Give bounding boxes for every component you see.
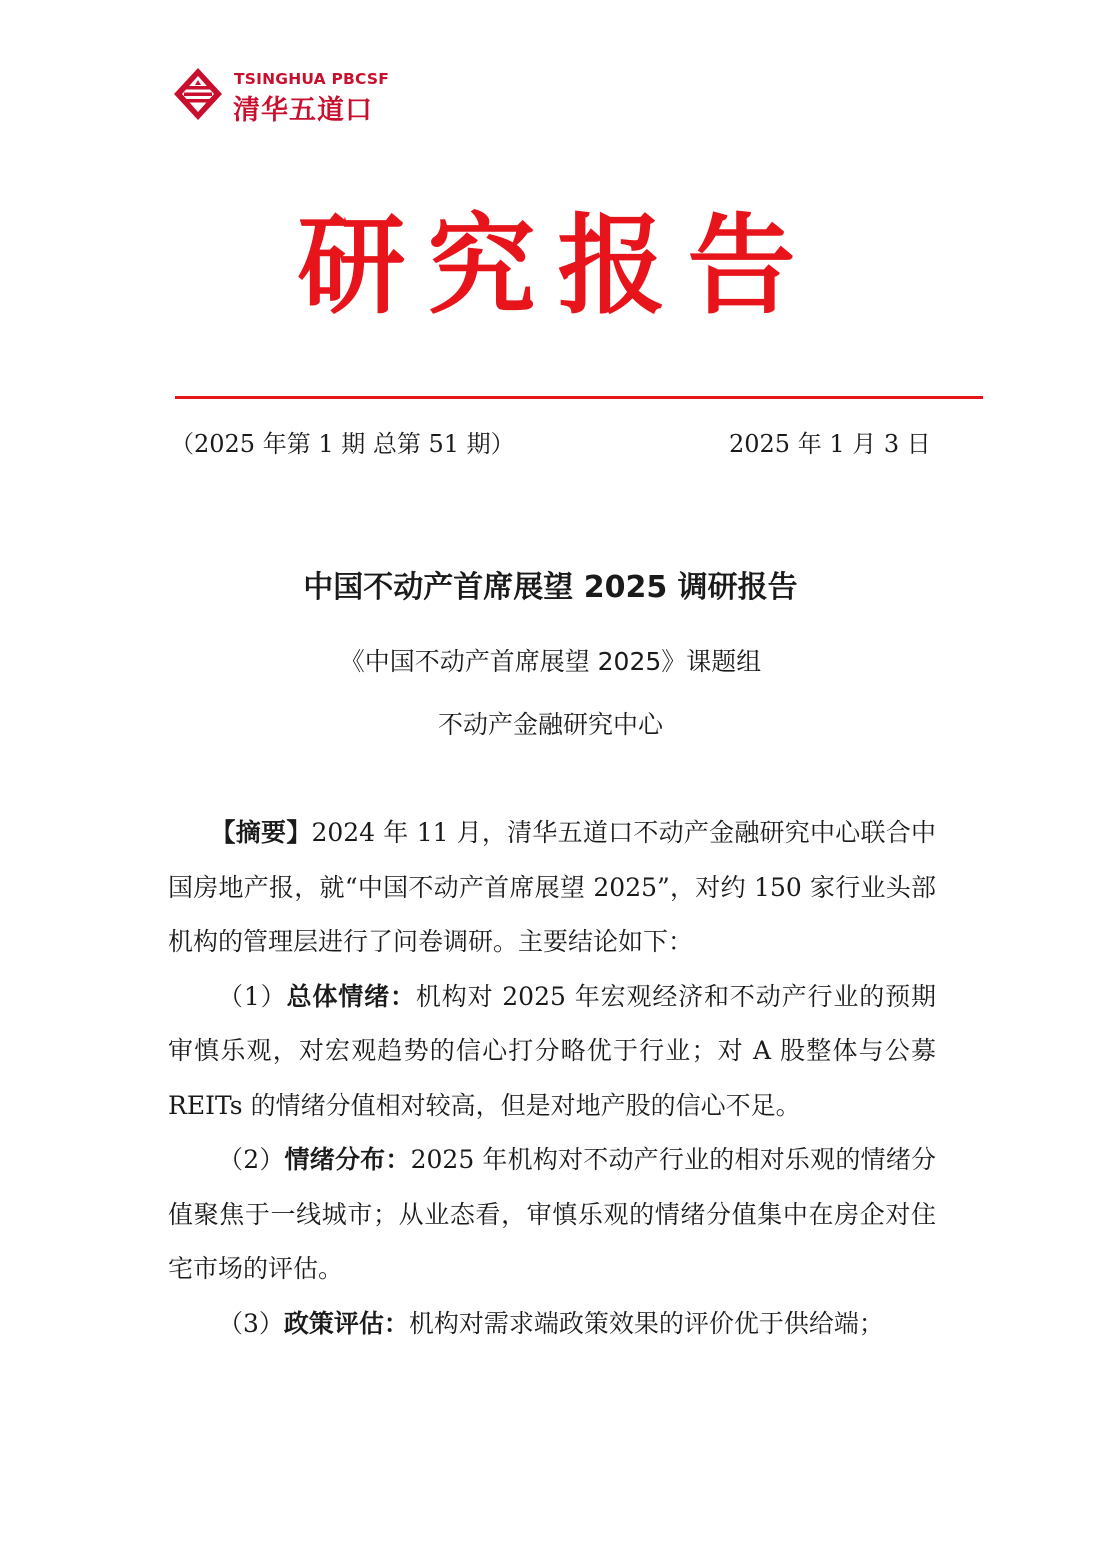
point-label: 总体情绪： [286, 981, 416, 1011]
publish-date: 2025 年 1 月 3 日 [729, 430, 931, 458]
point-text: 2025 年机构对不动产行业的相对乐观的情绪分值聚焦于一线城市；从业态看，审慎乐观的情绪分值集中在房企对住宅市场的评估。 [168, 1145, 936, 1283]
point-paragraph [168, 1297, 936, 1352]
issue-number: （2025 年第 1 期 总第 51 期） [170, 430, 515, 458]
point-paragraph [168, 970, 936, 1134]
point-label: 情绪分布： [284, 1145, 411, 1174]
report-label: 研究报告 [297, 203, 818, 329]
research-group: 《中国不动产首席展望 2025》课题组 [339, 647, 762, 676]
abstract-body [168, 806, 936, 1351]
logo-emblem-icon [172, 66, 224, 122]
abstract-paragraph [168, 806, 936, 970]
point-text: 机构对 2025 年宏观经济和不动产行业的预期审慎乐观，对宏观趋势的信心打分略优于行业；对 A 股整体与公募 REITs 的情绪分值相对较高，但是对地产股的信心不足。 [168, 981, 936, 1120]
abstract-text: 2024 年 11 月，清华五道口不动产金融研究中心联合中国房地产报，就“中国不动产首席展望 2025”，对约 150 家行业头部机构的管理层进行了问卷调研。主要结论如下： [168, 818, 936, 956]
logo-chinese-text: 清华五道口 [233, 95, 373, 126]
point-paragraph [168, 1133, 936, 1297]
red-divider [175, 396, 983, 399]
point-number: （1） [218, 981, 287, 1011]
point-text: 机构对需求端政策效果的评价优于供给端； [408, 1308, 884, 1338]
point-label: 政策评估： [283, 1308, 409, 1338]
point-number: （2） [218, 1145, 285, 1174]
point-number: （3） [218, 1308, 284, 1338]
logo-english-text: TSINGHUA PBCSF [234, 70, 390, 88]
document-title: 中国不动产首席展望 2025 调研报告 [303, 570, 798, 605]
abstract-label: 【摘要】 [210, 818, 312, 847]
research-center: 不动产金融研究中心 [437, 710, 663, 739]
